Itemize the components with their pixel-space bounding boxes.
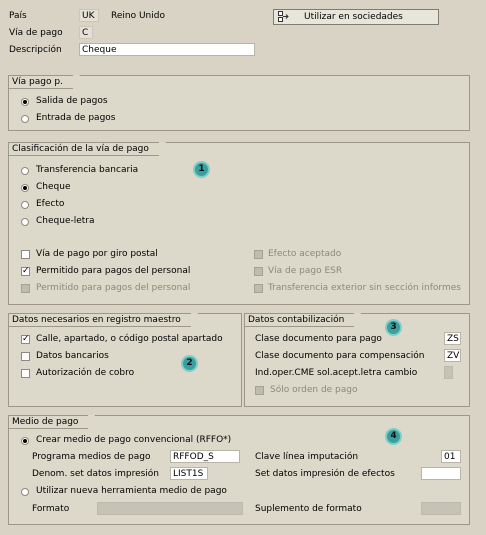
classification-panel — [8, 142, 470, 305]
collection-authorization-label: Autorización de cobro — [36, 368, 135, 378]
program-field[interactable]: RFFOD_S — [170, 450, 240, 463]
new-tool-label: Utilizar nueva herramienta medio de pago — [36, 486, 227, 496]
callout-badge-4: 4 — [385, 428, 402, 445]
country-code-field[interactable]: UK — [79, 9, 99, 22]
personnel-payments-disabled-checkbox — [21, 284, 30, 293]
street-po-box-checkbox[interactable] — [21, 335, 30, 344]
master-data-panel — [8, 313, 242, 407]
payment-direction-title: Vía pago p. — [8, 75, 73, 89]
payment-method-code-field[interactable]: C — [79, 26, 93, 39]
classic-medium-label: Crear medio de pago convencional (RFFO*) — [36, 435, 232, 445]
payment-medium-title: Medio de pago — [8, 415, 88, 429]
clearing-doc-type-label: Clase documento para compensación — [255, 351, 425, 361]
cheque-bill-label: Cheque-letra — [36, 216, 95, 226]
accepted-bill-checkbox — [254, 250, 263, 259]
use-in-companies-button[interactable] — [273, 9, 439, 25]
personnel-payments-disabled-label: Permitido para pagos del personal — [36, 283, 191, 293]
foreign-transfer-checkbox — [254, 284, 263, 293]
street-po-box-label: Calle, apartado, o código postal apartado — [36, 334, 223, 344]
accounting-title: Datos contabilización — [244, 313, 354, 327]
description-label: Descripción — [9, 45, 62, 55]
foreign-transfer-label: Transferencia exterior sin sección informes — [268, 283, 461, 293]
format-label: Formato — [32, 504, 70, 514]
bank-details-label: Datos bancarios — [36, 351, 109, 361]
payment-medium-panel — [8, 415, 470, 525]
classic-medium-radio[interactable] — [21, 437, 29, 445]
description-field[interactable]: Cheque — [79, 43, 255, 56]
outgoing-payments-label: Salida de pagos — [36, 96, 108, 106]
outgoing-payments-radio[interactable] — [21, 98, 29, 106]
payment-order-only-checkbox — [255, 386, 264, 395]
accounting-panel — [244, 313, 470, 407]
bill-acceptance-indicator-label: Ind.oper.CME sol.acept.letra cambio — [255, 368, 418, 378]
country-label: País — [9, 11, 27, 21]
assign-icon — [278, 11, 289, 22]
esr-method-checkbox — [254, 267, 263, 276]
postal-giro-label: Vía de pago por giro postal — [36, 249, 158, 259]
print-dataset-field[interactable]: LIST1S — [170, 467, 208, 480]
bill-print-dataset-field[interactable] — [421, 467, 461, 480]
posting-key-label: Clave línea imputación — [255, 452, 359, 462]
accepted-bill-label: Efecto aceptado — [268, 249, 342, 259]
classification-title: Clasificación de la vía de pago — [8, 142, 159, 156]
cheque-label: Cheque — [36, 182, 71, 192]
payment-direction-panel — [8, 75, 470, 131]
postal-giro-checkbox[interactable] — [21, 250, 30, 259]
collection-authorization-checkbox[interactable] — [21, 369, 30, 378]
payment-order-only-label: Sólo orden de pago — [270, 385, 358, 395]
posting-key-field[interactable]: 01 — [441, 450, 461, 463]
personnel-payments-checkbox[interactable] — [21, 267, 30, 276]
format-supplement-field[interactable] — [421, 502, 461, 515]
bank-transfer-label: Transferencia bancaria — [36, 165, 139, 175]
format-field[interactable] — [97, 502, 243, 515]
master-data-title: Datos necesarios en registro maestro — [8, 313, 191, 327]
payment-doc-type-field[interactable]: ZS — [444, 332, 461, 345]
new-tool-radio[interactable] — [21, 488, 29, 496]
clearing-doc-type-field[interactable]: ZV — [444, 349, 461, 362]
print-dataset-label: Denom. set datos impresión — [32, 469, 160, 479]
use-in-companies-label: Utilizar en sociedades — [304, 12, 403, 22]
bill-of-exchange-radio[interactable] — [21, 201, 29, 209]
bank-transfer-radio[interactable] — [21, 167, 29, 175]
bill-acceptance-indicator-field[interactable] — [444, 366, 453, 379]
cheque-radio[interactable] — [21, 184, 29, 192]
callout-badge-3: 3 — [385, 319, 402, 336]
program-label: Programa medios de pago — [32, 452, 151, 462]
incoming-payments-label: Entrada de pagos — [36, 113, 116, 123]
bank-details-checkbox[interactable] — [21, 352, 30, 361]
cheque-bill-radio[interactable] — [21, 218, 29, 226]
callout-badge-2: 2 — [181, 355, 198, 372]
personnel-payments-label: Permitido para pagos del personal — [36, 266, 191, 276]
payment-doc-type-label: Clase documento para pago — [255, 334, 382, 344]
callout-badge-1: 1 — [193, 161, 210, 178]
payment-method-label: Vía de pago — [9, 28, 63, 38]
esr-method-label: Vía de pago ESR — [268, 266, 343, 276]
bill-of-exchange-label: Efecto — [36, 199, 65, 209]
country-name: Reino Unido — [111, 11, 165, 21]
incoming-payments-radio[interactable] — [21, 115, 29, 123]
format-supplement-label: Suplemento de formato — [255, 504, 362, 514]
bill-print-dataset-label: Set datos impresión de efectos — [255, 469, 395, 479]
